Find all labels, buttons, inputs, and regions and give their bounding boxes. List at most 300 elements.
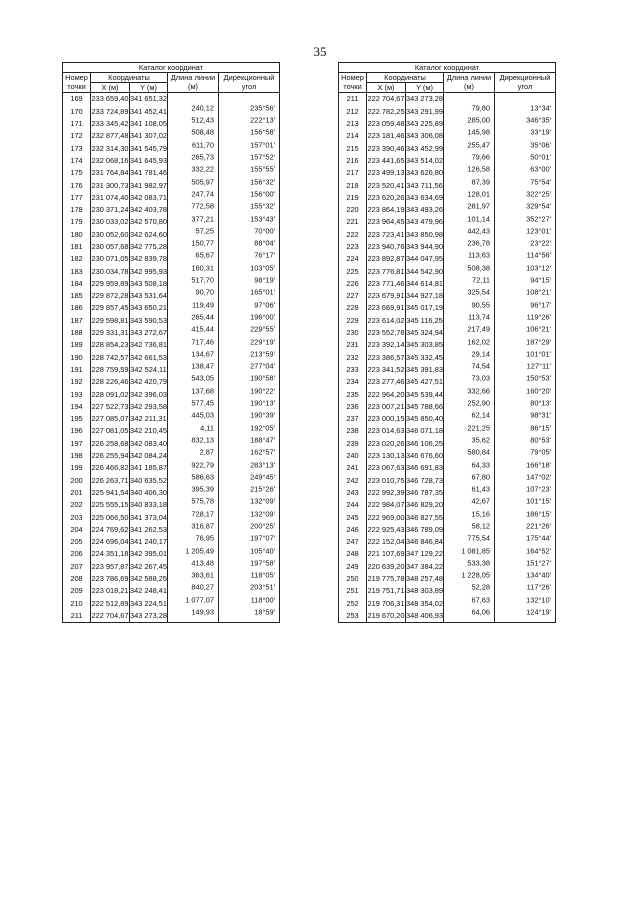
y-coordinate: 342 210,45 xyxy=(130,426,167,436)
bearing-angle-value: 157°01' xyxy=(250,140,276,150)
line-length-value: 221,25 xyxy=(467,423,490,433)
line-length-value: 61,43 xyxy=(471,484,490,494)
line-length-value: 832,13 xyxy=(191,435,214,445)
table-row xyxy=(63,154,280,166)
y-coordinate: 342 624,60 xyxy=(130,229,167,239)
line-length-header: Длина линии (м) xyxy=(444,73,495,93)
line-length-value: 79,80 xyxy=(471,103,490,113)
bearing-angle-value: 114°56' xyxy=(526,250,552,260)
table-row xyxy=(339,560,556,572)
point-number: 248 xyxy=(339,548,367,560)
table-row xyxy=(339,290,556,302)
y-coordinate: 343 273,28 xyxy=(406,94,443,104)
bearing-angle-value: 118°05' xyxy=(250,570,276,580)
y-coordinate: 341 452,41 xyxy=(130,106,167,116)
y-coordinate: 343 626,80 xyxy=(406,168,443,178)
line-length-value: 728,17 xyxy=(191,509,214,519)
x-coordinate: 223 964,45 xyxy=(367,217,405,227)
point-number: 217 xyxy=(339,167,367,179)
bearing-angle-value: 190°58' xyxy=(250,373,276,383)
bearing-angle-value: 197°58' xyxy=(250,558,276,568)
table-row xyxy=(63,450,280,462)
y-coordinate: 348 303,89 xyxy=(406,586,443,596)
x-coordinate: 224 769,62 xyxy=(91,524,129,534)
y-coordinate: 342 570,80 xyxy=(130,217,167,227)
bearing-angle-value: 117°26' xyxy=(526,582,552,592)
table-row xyxy=(339,573,556,585)
point-number: 251 xyxy=(339,585,367,597)
point-number: 231 xyxy=(339,339,367,351)
x-coordinate: 229 872,28 xyxy=(91,291,129,301)
bearing-angle-value: 155°55' xyxy=(250,164,276,174)
point-number: 218 xyxy=(339,179,367,191)
table-row xyxy=(63,597,280,609)
line-length-value: 377,21 xyxy=(191,214,214,224)
y-coordinate: 343 634,69 xyxy=(406,192,443,202)
point-number: 179 xyxy=(63,216,91,228)
x-coordinate: 223 520,41 xyxy=(367,180,405,190)
point-number-header: Номер точки xyxy=(63,73,91,93)
bearing-angle-value: 101°01' xyxy=(526,349,552,359)
y-coordinate: 345 332,45 xyxy=(406,352,443,362)
point-number: 224 xyxy=(339,253,367,265)
table-row xyxy=(339,511,556,523)
bearing-angle-value: 165°01' xyxy=(250,287,276,297)
bearing-angle-value: 75°54' xyxy=(530,177,552,187)
y-coordinate: 341 262,53 xyxy=(130,524,167,534)
point-number: 235 xyxy=(339,388,367,400)
y-coordinate: 344 047,95 xyxy=(406,254,443,264)
x-coordinate: 230 033,02 xyxy=(91,217,129,227)
x-coordinate: 223 392,14 xyxy=(367,340,405,350)
point-number: 212 xyxy=(339,105,367,117)
y-coordinate: 345 017,19 xyxy=(406,303,443,313)
bearing-angle-value: 124°19' xyxy=(526,607,552,617)
line-length-value: 87,39 xyxy=(471,177,490,187)
x-coordinate: 223 771,46 xyxy=(367,278,405,288)
bearing-angle-value: 283°13' xyxy=(250,460,276,469)
y-coordinate: 341 373,04 xyxy=(130,512,167,522)
point-number: 205 xyxy=(63,536,91,548)
line-length-value: 67,63 xyxy=(471,595,490,605)
x-coordinate: 223 552,78 xyxy=(367,328,405,338)
line-length-value: 772,58 xyxy=(191,201,214,211)
x-coordinate: 223 679,91 xyxy=(367,291,405,301)
table-row xyxy=(63,265,280,277)
bearing-angle-value: 18°59' xyxy=(254,607,276,617)
y-coordinate: 342 775,28 xyxy=(130,242,167,251)
table-row xyxy=(339,400,556,412)
table-row xyxy=(63,511,280,523)
line-length-value: 363,61 xyxy=(191,570,214,580)
y-coordinate: 340 635,52 xyxy=(130,475,167,485)
y-coordinate: 343 590,53 xyxy=(130,315,167,325)
x-coordinate: 231 074,40 xyxy=(91,192,129,202)
line-length-value: 577,45 xyxy=(191,398,214,408)
point-number: 171 xyxy=(63,118,91,130)
x-coordinate: 219 751,71 xyxy=(367,586,405,596)
table-row xyxy=(63,204,280,216)
point-number: 180 xyxy=(63,228,91,240)
table-row xyxy=(63,573,280,585)
point-number: 242 xyxy=(339,474,367,486)
x-coordinate: 227 522,73 xyxy=(91,401,129,411)
point-number: 176 xyxy=(63,179,91,191)
point-number: 214 xyxy=(339,130,367,142)
point-number: 244 xyxy=(339,499,367,511)
x-coordinate: 223 277,46 xyxy=(367,377,405,387)
bearing-angle-value: 118°00' xyxy=(250,595,276,605)
bearing-angle-value: 98°31' xyxy=(530,410,552,420)
line-length-value: 575,78 xyxy=(191,496,214,506)
x-coordinate: 223 341,52 xyxy=(367,364,405,374)
point-number: 211 xyxy=(63,609,91,622)
line-length-value: 543,05 xyxy=(191,373,214,383)
bearing-angle-value: 35°06' xyxy=(530,140,552,150)
x-coordinate: 223 020,26 xyxy=(367,438,405,448)
x-coordinate: 223 614,02 xyxy=(367,315,405,325)
line-length xyxy=(168,93,219,113)
table-row xyxy=(339,265,556,277)
y-coordinate: 343 514,02 xyxy=(406,155,443,165)
point-number: 240 xyxy=(339,450,367,462)
table-row xyxy=(339,499,556,511)
line-length-value: 57,25 xyxy=(195,226,214,236)
table-row xyxy=(339,351,556,363)
y-coordinate: 342 396,03 xyxy=(130,389,167,399)
line-length-value: 113,74 xyxy=(467,312,490,322)
point-number: 215 xyxy=(339,142,367,154)
line-length-value: 65,67 xyxy=(195,250,214,260)
x-header: X (м) xyxy=(367,83,406,93)
y-coordinate: 346 106,25 xyxy=(406,438,443,448)
table-row xyxy=(63,314,280,326)
bearing-angle-value: 203°51' xyxy=(250,582,276,592)
table-row xyxy=(63,191,280,203)
point-number: 249 xyxy=(339,560,367,572)
y-coordinate: 342 083,40 xyxy=(130,438,167,448)
line-length-value: 76,95 xyxy=(195,533,214,543)
line-length-value: 533,38 xyxy=(467,558,490,568)
x-coordinate: 230 052,60 xyxy=(91,229,129,239)
bearing-angle-value: 70°00' xyxy=(254,226,276,236)
table-row xyxy=(63,241,280,253)
point-number: 197 xyxy=(63,437,91,449)
x-coordinate: 232 877,48 xyxy=(91,131,129,141)
bearing-angle-value: 190°39' xyxy=(250,410,276,420)
table-row xyxy=(339,487,556,499)
x-coordinate: 225 066,50 xyxy=(91,512,129,522)
x-coordinate: 223 059,48 xyxy=(367,119,405,129)
bearing-angle-value: 98°19' xyxy=(254,275,276,285)
line-length xyxy=(444,93,495,113)
catalog-title: Каталог координат xyxy=(63,63,280,73)
table-row xyxy=(63,560,280,572)
point-number: 206 xyxy=(63,548,91,560)
point-number: 193 xyxy=(63,388,91,400)
x-coordinate: 222 512,89 xyxy=(91,598,129,608)
y-coordinate: 341 545,79 xyxy=(130,143,167,153)
bearing-angle-value: 119°26' xyxy=(526,312,552,322)
y-coordinate: 343 711,56 xyxy=(406,180,443,190)
coordinate-catalog-table-right xyxy=(338,62,556,623)
line-length-value: 922,79 xyxy=(191,460,214,469)
line-length-value: 42,67 xyxy=(471,496,490,506)
y-coordinate: 343 452,99 xyxy=(406,143,443,153)
bearing-angle-value: 105°40' xyxy=(250,546,276,556)
bearing-angle-value: 63°00' xyxy=(530,164,552,174)
table-row xyxy=(339,413,556,425)
line-length-value: 72,11 xyxy=(472,275,490,285)
line-length-value: 415,44 xyxy=(191,324,214,334)
x-coordinate: 223 892,87 xyxy=(367,254,405,264)
bearing-angle-value: 164°52' xyxy=(526,546,552,556)
table-row xyxy=(339,437,556,449)
table-row xyxy=(63,167,280,179)
coordinate-catalog-table-left xyxy=(62,62,280,623)
y-coordinate: 342 083,71 xyxy=(130,192,167,202)
line-length-value: 73,03 xyxy=(471,373,490,383)
line-length-value: 281,97 xyxy=(467,201,490,211)
table-row xyxy=(63,351,280,363)
line-length-value: 137,68 xyxy=(191,386,214,396)
point-number: 245 xyxy=(339,511,367,523)
x-coordinate: 223 390,46 xyxy=(367,143,405,153)
line-length-value: 442,43 xyxy=(467,226,490,236)
x-coordinate: 219 775,78 xyxy=(367,574,405,584)
point-number: 225 xyxy=(339,265,367,277)
point-number: 216 xyxy=(339,154,367,166)
table-row xyxy=(339,216,556,228)
table-row xyxy=(339,191,556,203)
line-length-value: 2,87 xyxy=(199,447,214,457)
point-number: 227 xyxy=(339,290,367,302)
line-length-value: 1 205,49 xyxy=(185,546,214,556)
table-row xyxy=(63,487,280,499)
bearing-angle xyxy=(219,93,280,113)
line-length-value: 717,46 xyxy=(191,337,214,347)
y-coordinate: 344 927,18 xyxy=(406,291,443,301)
table-row xyxy=(339,241,556,253)
table-row xyxy=(339,228,556,240)
point-number: 185 xyxy=(63,290,91,302)
line-length-value: 840,27 xyxy=(191,582,214,592)
table-row xyxy=(339,314,556,326)
bearing-angle-value: 156°32' xyxy=(250,177,276,187)
x-coordinate: 226 258,68 xyxy=(91,438,129,448)
line-length-value: 119,49 xyxy=(191,300,214,310)
table-row xyxy=(339,376,556,388)
line-length-value: 445,03 xyxy=(191,410,214,420)
table-row xyxy=(339,154,556,166)
bearing-angle-value: 190°13' xyxy=(250,398,276,408)
x-coordinate: 225 555,15 xyxy=(91,500,129,510)
y-coordinate: 346 676,60 xyxy=(406,451,443,461)
point-number: 187 xyxy=(63,314,91,326)
table-row xyxy=(63,585,280,597)
x-coordinate: 223 499,13 xyxy=(367,168,405,178)
bearing-angle-value: 213°59' xyxy=(250,349,276,359)
bearing-angle-value: 229°55' xyxy=(250,324,276,334)
bearing-angle-value: 79°05' xyxy=(530,447,552,457)
line-length-value: 1 077,07 xyxy=(185,595,214,605)
line-length-value: 236,78 xyxy=(467,238,490,248)
point-number: 195 xyxy=(63,413,91,425)
y-coordinate: 345 788,66 xyxy=(406,401,443,411)
bearing-angle-value: 155°32' xyxy=(250,201,276,211)
x-coordinate: 230 057,68 xyxy=(91,242,129,251)
bearing-angle-value: 108°21' xyxy=(526,287,552,297)
line-length-value: 101,14 xyxy=(467,214,490,224)
table-row xyxy=(63,364,280,376)
y-coordinate: 346 846,84 xyxy=(406,537,443,547)
line-length-value: 134,67 xyxy=(191,349,214,359)
point-number: 198 xyxy=(63,450,91,462)
point-number: 189 xyxy=(63,339,91,351)
point-number: 173 xyxy=(63,142,91,154)
bearing-angle-value: 151°27' xyxy=(526,558,552,568)
y-coordinate: 345 539,44 xyxy=(406,389,443,399)
bearing-angle-header: Дирекционный угол xyxy=(219,73,280,93)
point-number: 222 xyxy=(339,228,367,240)
bearing-angle-value: 188°47' xyxy=(250,435,276,445)
line-length-value: 149,93 xyxy=(191,607,214,617)
line-length-value: 580,84 xyxy=(467,447,490,457)
bearing-angle-value: 352°27' xyxy=(526,214,552,224)
line-length-value: 508,38 xyxy=(467,263,490,273)
bearing-angle-value: 215°26' xyxy=(250,484,276,494)
table-row xyxy=(339,609,556,622)
point-number: 211 xyxy=(339,93,367,106)
point-number: 172 xyxy=(63,130,91,142)
table-row xyxy=(339,93,556,106)
point-number: 213 xyxy=(339,118,367,130)
line-length-value: 150,77 xyxy=(191,238,214,248)
x-coordinate: 222 964,20 xyxy=(367,389,405,399)
x-coordinate: 232 068,16 xyxy=(91,155,129,165)
line-length-value: 611,70 xyxy=(191,140,214,150)
bearing-angle-value: 200°25' xyxy=(250,521,276,531)
bearing-angle-value: 186°15' xyxy=(526,509,552,519)
point-number: 230 xyxy=(339,327,367,339)
line-length-value: 325,54 xyxy=(467,287,490,297)
line-length-value: 90,70 xyxy=(195,287,214,297)
bearing-angle-value: 147°02' xyxy=(526,472,552,482)
point-number: 210 xyxy=(63,597,91,609)
bearing-angle-value: 86°15' xyxy=(530,423,552,433)
line-length-value: 64,33 xyxy=(471,460,490,469)
bearing-angle-value: 80°53' xyxy=(530,435,552,445)
table-row xyxy=(63,474,280,486)
bearing-angle-value: 197°07' xyxy=(250,533,276,543)
x-coordinate: 227 085,07 xyxy=(91,414,129,424)
bearing-angle-value: 153°43' xyxy=(250,214,276,224)
bearing-angle-value: 132°09' xyxy=(250,496,276,506)
x-coordinate: 228 226,46 xyxy=(91,377,129,387)
x-coordinate: 233 659,40 xyxy=(91,94,129,104)
y-coordinate: 346 071,18 xyxy=(406,426,443,436)
point-number: 182 xyxy=(63,253,91,265)
y-coordinate: 342 267,45 xyxy=(130,561,167,571)
y-coordinate: 347 384,22 xyxy=(406,561,443,571)
x-coordinate: 223 007,21 xyxy=(367,401,405,411)
point-number-header: Номер точки xyxy=(339,73,367,93)
table-row xyxy=(63,437,280,449)
line-length-value: 413,48 xyxy=(191,558,214,568)
y-coordinate: 342 293,58 xyxy=(130,401,167,411)
y-coordinate: 344 614,81 xyxy=(406,278,443,288)
x-coordinate: 222 992,39 xyxy=(367,487,405,497)
point-number: 208 xyxy=(63,573,91,585)
x-coordinate: 223 776,81 xyxy=(367,266,405,276)
x-coordinate: 229 598,81 xyxy=(91,315,129,325)
y-coordinate: 347 129,22 xyxy=(406,549,443,559)
table-row xyxy=(63,142,280,154)
bearing-angle-value: 196°00' xyxy=(250,312,276,322)
bearing-angle-value: 157°52' xyxy=(250,152,276,162)
line-length-value: 505,97 xyxy=(191,177,214,187)
y-coordinate: 343 493,26 xyxy=(406,205,443,215)
y-coordinate: 348 354,02 xyxy=(406,598,443,608)
bearing-angle-value: 346°35' xyxy=(526,115,552,125)
bearing-angle-value: 80°13' xyxy=(530,398,552,408)
table-row xyxy=(339,277,556,289)
table-row xyxy=(339,364,556,376)
point-number: 170 xyxy=(63,105,91,117)
bearing-angle-value: 235°56' xyxy=(250,103,276,113)
point-number: 239 xyxy=(339,437,367,449)
bearing-angle-value: 50°01' xyxy=(530,152,552,162)
line-length-header: Длина линии (м) xyxy=(168,73,219,93)
line-length-value: 52,28 xyxy=(471,582,490,592)
bearing-angle-value: 322°25' xyxy=(526,189,552,199)
table-row xyxy=(339,462,556,474)
table-row xyxy=(63,536,280,548)
point-number: 194 xyxy=(63,400,91,412)
bearing-angle-value: 76°17' xyxy=(254,250,276,260)
line-length-value: 90,55 xyxy=(471,300,490,310)
line-length-value: 29,14 xyxy=(471,349,490,359)
bearing-angle-value: 127°11' xyxy=(526,361,552,371)
line-length-value: 67,80 xyxy=(471,472,490,482)
point-number: 236 xyxy=(339,400,367,412)
bearing-angle-value: 106°21' xyxy=(526,324,552,334)
line-length-value: 74,54 xyxy=(471,361,490,371)
y-coordinate: 345 116,25 xyxy=(406,315,443,325)
bearing-angle-value: 190°22' xyxy=(250,386,276,396)
line-length-value: 145,98 xyxy=(467,127,490,137)
table-row xyxy=(63,548,280,560)
point-number: 188 xyxy=(63,327,91,339)
y-coordinate: 342 588,25 xyxy=(130,574,167,584)
catalog-title: Каталог координат xyxy=(339,63,556,73)
x-coordinate: 223 181,46 xyxy=(367,131,405,141)
table-row xyxy=(63,118,280,130)
x-coordinate: 226 466,82 xyxy=(91,463,129,473)
y-coordinate: 342 211,31 xyxy=(130,414,167,424)
y-coordinate: 341 185,87 xyxy=(130,463,167,473)
point-number: 250 xyxy=(339,573,367,585)
y-coordinate: 346 827,55 xyxy=(406,512,443,522)
y-coordinate: 341 108,05 xyxy=(130,119,167,129)
x-coordinate: 233 724,89 xyxy=(91,106,129,116)
line-length-value: 64,06 xyxy=(471,607,490,617)
line-length-value: 332,66 xyxy=(467,386,490,396)
line-length-value: 265,73 xyxy=(191,152,214,162)
point-number: 181 xyxy=(63,241,91,253)
x-coordinate: 222 782,25 xyxy=(367,106,405,116)
point-number: 204 xyxy=(63,523,91,535)
